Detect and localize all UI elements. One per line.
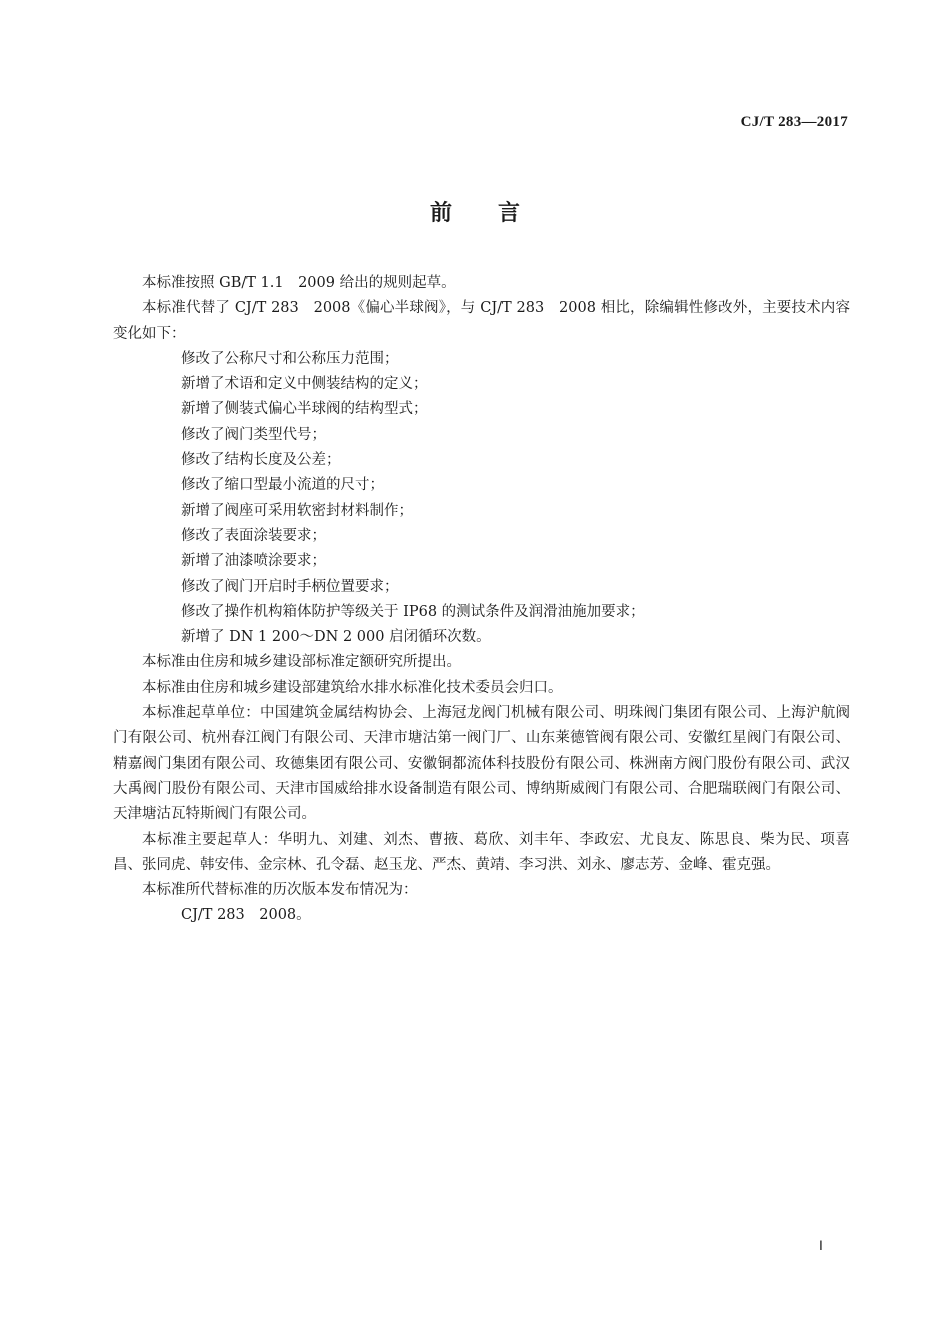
history-item: CJ/T 283 2008。	[181, 907, 311, 924]
change-item: 新增了术语和定义中侧装结构的定义；	[181, 376, 428, 393]
change-item: 新增了 DN 1 200～DN 2 000 启闭循环次数。	[181, 629, 491, 646]
page-number: Ⅰ	[819, 1238, 823, 1253]
paragraph-replacement: 本标准代替了 CJ/T 283 2008《偏心半球阀》，与 CJ/T 283 2008 相比，除编辑性修改外，主要技术内容变化如下：	[113, 300, 850, 342]
change-item: 修改了阀门类型代号；	[181, 426, 326, 443]
change-item: 修改了结构长度及公差；	[181, 452, 341, 469]
change-item: 修改了操作机构箱体防护等级关于 IP68 的测试条件及润滑油施加要求；	[181, 603, 645, 620]
standard-code: CJ/T 283—2017	[740, 114, 848, 130]
paragraph-proposer: 本标准由住房和城乡建设部标准定额研究所提出。	[142, 654, 461, 671]
page-title: 前言	[429, 200, 566, 226]
change-item: 修改了表面涂装要求；	[181, 527, 326, 544]
paragraph-custodian: 本标准由住房和城乡建设部建筑给水排水标准化技术委员会归口。	[142, 679, 563, 696]
change-item: 新增了油漆喷涂要求；	[181, 553, 326, 570]
change-item: 修改了缩口型最小流道的尺寸；	[181, 477, 384, 494]
change-item: 修改了阀门开启时手柄位置要求；	[181, 578, 399, 595]
paragraph-history-intro: 本标准所代替标准的历次版本发布情况为：	[142, 882, 418, 899]
foreword-body	[113, 271, 850, 929]
change-item: 修改了公称尺寸和公称压力范围；	[181, 350, 399, 367]
paragraph-drafting-rules: 本标准按照 GB/T 1.1 2009 给出的规则起草。	[142, 275, 456, 291]
paragraph-drafters: 本标准主要起草人：华明九、刘建、刘杰、曹掖、葛欣、刘丰年、李政宏、尤良友、陈思良、柴为民、项喜昌、张同虎、韩安伟、金宗林、孔令磊、赵玉龙、严杰、黄靖、李习洪、刘永、廖志芳、金峰、霍克强。	[113, 831, 850, 873]
change-item: 新增了侧装式偏心半球阀的结构型式；	[181, 401, 428, 418]
change-item: 新增了阀座可采用软密封材料制作；	[181, 502, 413, 519]
paragraph-drafting-units: 本标准起草单位：中国建筑金属结构协会、上海冠龙阀门机械有限公司、明珠阀门集团有限公司、上海沪航阀门有限公司、杭州春江阀门有限公司、天津市塘沽第一阀门厂、山东莱德管阀有限公司、安徽红星阀门有限公司、精嘉阀门集团有限公司、玫德集团有限公司、安徽铜都流体科技股份有限公司、株洲南方阀门股份有限公司、武汉大禹阀门股份有限公司、天津市国威给排水设备制造有限公司、博纳斯威阀门有限公司、合肥瑞联阀门有限公司、天津塘沽瓦特斯阀门有限公司。	[113, 705, 850, 823]
